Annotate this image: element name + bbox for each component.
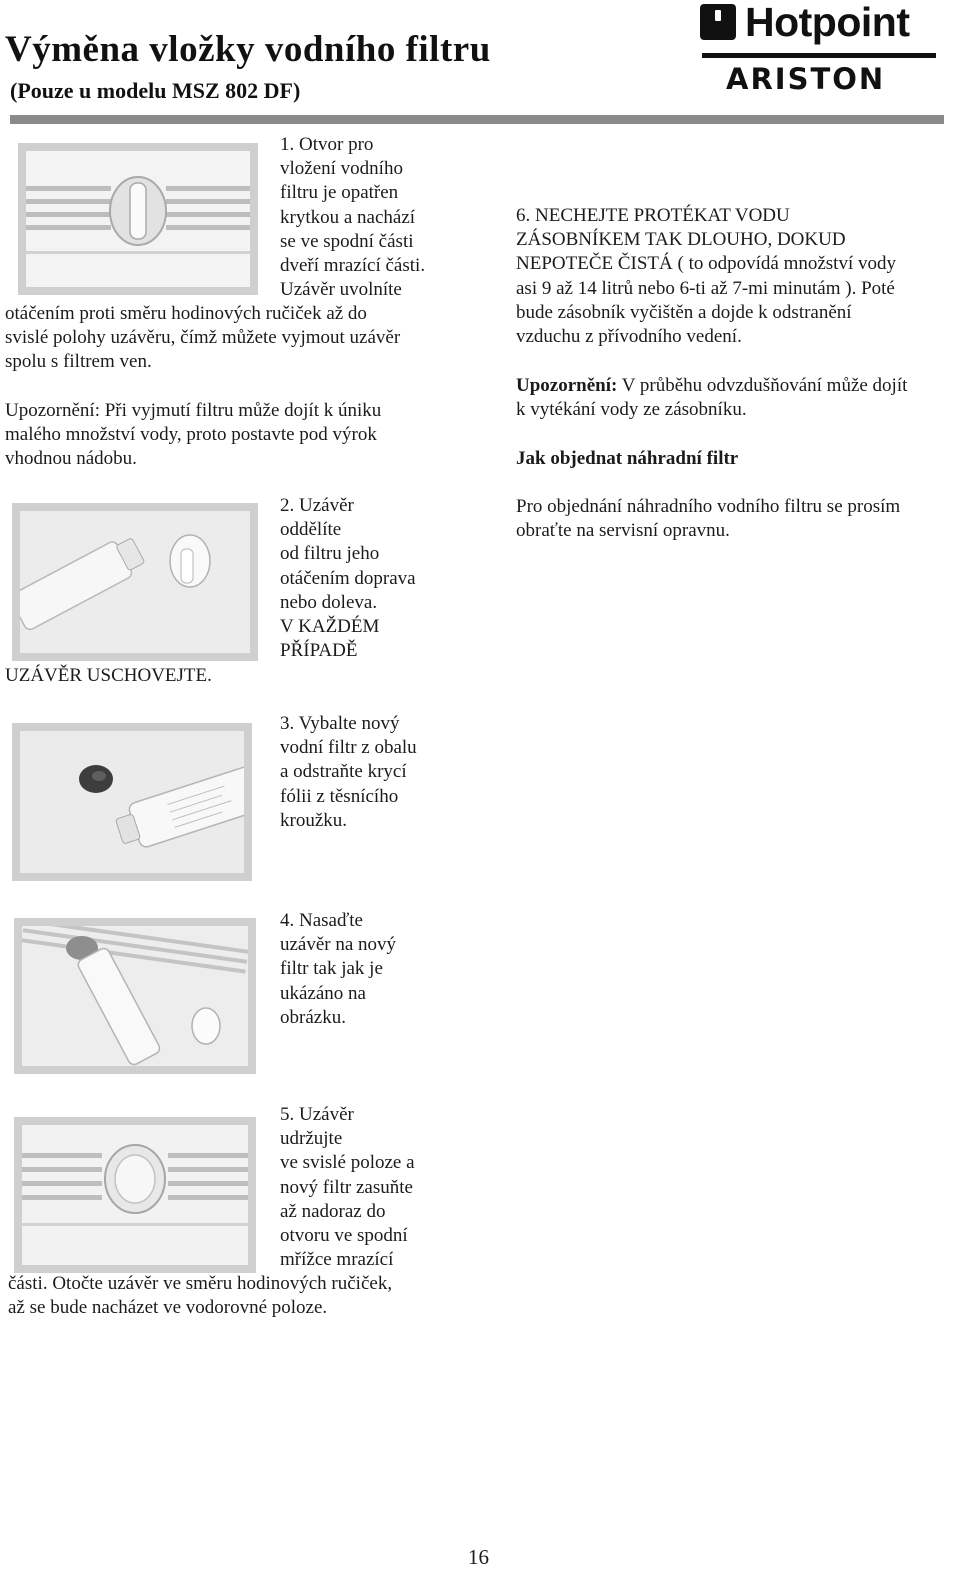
step2-line: oddělíte [280, 519, 342, 541]
step1-cont-line: otáčením proti směru hodinových ručiček až do [5, 303, 367, 324]
step6-line: vzduchu z přívodního vedení. [516, 326, 742, 348]
step3-line: a odstraňte krycí [280, 761, 407, 783]
step4-line: obrázku. [280, 1006, 346, 1028]
step2-line: 2. Uzávěr [280, 495, 354, 516]
step3-line: kroužku. [280, 809, 348, 831]
step1-line: filtru je opatřen [280, 182, 399, 204]
step4-line: filtr tak jak je [280, 958, 383, 980]
step6-line: ZÁSOBNÍKEM TAK DLOUHO, DOKUD [516, 229, 846, 251]
page-subtitle: (Pouze u modelu MSZ 802 DF) [10, 78, 301, 103]
step5-line: ve svislé poloze a [280, 1152, 415, 1174]
step1-line: se ve spodní části [280, 230, 414, 252]
step5-continuation [8, 1272, 468, 1320]
step6-text [516, 204, 956, 349]
step1-cont-line: spolu s filtrem ven. [5, 351, 152, 373]
step4-text [280, 909, 450, 1030]
step5-text [280, 1103, 450, 1272]
step2-line: V KAŽDÉM [280, 616, 380, 638]
brand-logo-icon [700, 4, 736, 40]
step5-line: udržujte [280, 1128, 343, 1150]
step4-photo [14, 918, 256, 1074]
step5-cont-line: až se bude nacházet ve vodorovné poloze. [8, 1297, 328, 1319]
step3-line: 3. Vybalte nový [280, 713, 400, 734]
page-title: Výměna vložky vodního filtru [5, 29, 491, 70]
step5-cont-line: části. Otočte uzávěr ve směru hodinových ručiček, [8, 1273, 393, 1294]
order-heading: Jak objednat náhradní filtr [516, 448, 739, 469]
step2-continuation: UZÁVĚR USCHOVEJTE. [5, 665, 212, 686]
step2-line: otáčením doprava [280, 567, 416, 589]
step5-line: mřížce mrazící [280, 1249, 394, 1271]
step1-line: dveří mrazící části. [280, 255, 426, 277]
step2-line: PŘÍPADĚ [280, 640, 358, 662]
step1-cont-line: svislé polohy uzávěru, čímž můžete vyjmout uzávěr [5, 327, 401, 349]
warning-line: malého množství vody, proto postavte pod výrok [5, 424, 377, 446]
warning-air-line2: k vytékání vody ze zásobníku. [516, 399, 747, 421]
warning-label: Upozornění: [516, 375, 618, 396]
brand-logo [700, 0, 940, 100]
brand-sub: ARISTON [726, 62, 886, 96]
step3-text [280, 712, 450, 833]
warning-rest: V průběhu odvzdušňování může dojít [617, 375, 908, 396]
step3-photo [12, 723, 252, 881]
step1-line: vložení vodního [280, 158, 403, 180]
step4-line: 4. Nasaďte [280, 910, 363, 931]
step3-line: vodní filtr z obalu [280, 737, 417, 759]
step4-line: uzávěr na nový [280, 934, 397, 956]
step5-line: až nadoraz do [280, 1200, 386, 1222]
brand-main: Hotpoint [745, 0, 910, 45]
step4-line: ukázáno na [280, 982, 366, 1004]
warning-line: vhodnou nádobu. [5, 448, 137, 470]
step2-line: nebo doleva. [280, 591, 378, 613]
step3-line: fólii z těsnícího [280, 785, 399, 807]
step1-text [280, 133, 450, 302]
warning-leak [5, 399, 465, 472]
warning-line: Upozornění: Při vyjmutí filtru může dojít k úniku [5, 400, 382, 421]
step2-text [280, 494, 450, 663]
step6-line: 6. NECHEJTE PROTÉKAT VODU [516, 205, 790, 226]
step5-line: 5. Uzávěr [280, 1104, 354, 1125]
warning-air [516, 374, 956, 422]
step2-photo [12, 503, 258, 661]
step5-photo [14, 1117, 256, 1273]
step1-continuation [5, 302, 465, 375]
step6-line: bude zásobník vyčištěn a dojde k odstranění [516, 301, 852, 323]
step1-line: 1. Otvor pro [280, 134, 374, 155]
page-number: 16 [468, 1545, 489, 1569]
order-line: obraťte na servisní opravnu. [516, 520, 730, 542]
step5-line: nový filtr zasuňte [280, 1176, 413, 1198]
warning-air-line1 [516, 374, 956, 398]
step6-line: NEPOTEČE ČISTÁ ( to odpovídá množství vody [516, 253, 896, 275]
order-line: Pro objednání náhradního vodního filtru se prosím [516, 496, 901, 517]
step1-line: krytkou a nachází [280, 206, 416, 228]
step1-line: Uzávěr uvolníte [280, 279, 402, 301]
order-text [516, 495, 956, 543]
header-rule [10, 115, 944, 124]
step1-photo [18, 143, 258, 295]
step5-line: otvoru ve spodní [280, 1225, 408, 1247]
step2-line: od filtru jeho [280, 543, 380, 565]
brand-logo-line [702, 53, 936, 58]
step6-line: asi 9 až 14 litrů nebo 6-ti až 7-mi minutám ). Poté [516, 277, 895, 299]
